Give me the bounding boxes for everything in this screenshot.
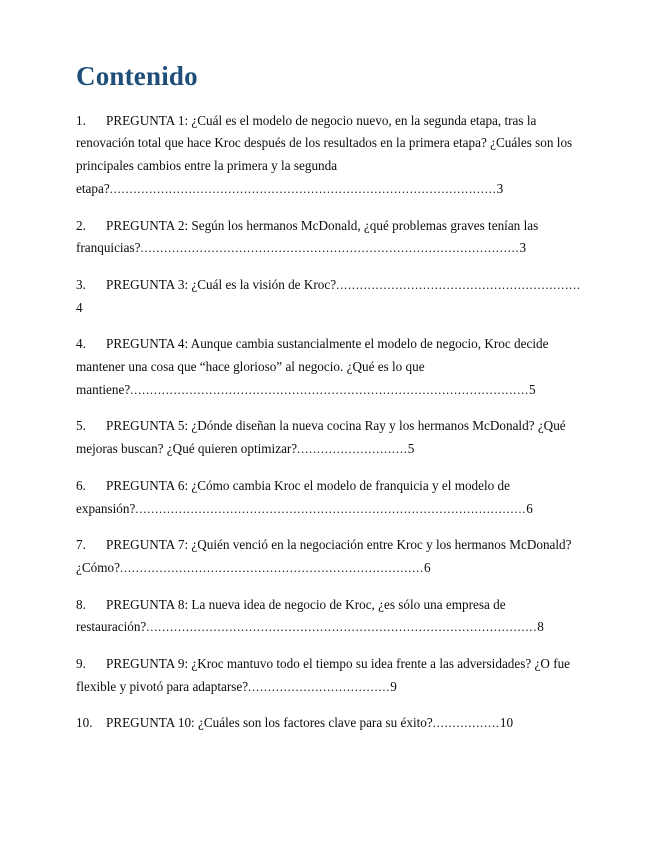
toc-entry[interactable] (76, 594, 583, 639)
toc-entry-number: 8. (76, 596, 86, 612)
toc-entry-page: 8 (537, 619, 544, 635)
toc-entry[interactable] (76, 215, 583, 260)
toc-entry-page: 6 (423, 559, 431, 575)
toc-entry-page: 4 (76, 299, 83, 315)
toc-leader-dots: ............................................................................. (119, 560, 424, 575)
toc-entry-text: PREGUNTA 6: ¿Cómo cambia Kroc el modelo de franquicia y el modelo de expansión? (76, 477, 510, 516)
toc-entry[interactable] (76, 712, 583, 735)
toc-entry-page: 3 (496, 180, 504, 196)
toc-entry-text: PREGUNTA 7: ¿Quién venció en la negociación entre Kroc y los hermanos McDonald? ¿Cómo? (76, 537, 572, 575)
toc-entry-text: PREGUNTA 9: ¿Kroc mantuvo todo el tiempo su idea frente a las adversidades? ¿O fue flexible y pivotó para adaptarse? (76, 656, 571, 694)
toc-entry-text: PREGUNTA 3: ¿Cuál es la visión de Kroc? (106, 276, 337, 292)
toc-entry-text: PREGUNTA 5: ¿Dónde diseñan la nueva cocina Ray y los hermanos McDonald? ¿Qué mejoras buscan? ¿Qué quieren optimizar? (76, 418, 566, 457)
toc-entry-number: 4. (76, 336, 86, 352)
toc-entry[interactable] (76, 415, 583, 460)
table-of-contents (76, 110, 583, 735)
toc-entry[interactable] (76, 475, 583, 520)
toc-entry-text: PREGUNTA 8: La nueva idea de negocio de Kroc, ¿es sólo una empresa de restauración? (76, 596, 506, 635)
toc-leader-dots: .............................................................. (336, 277, 581, 292)
toc-entry-page: 5 (528, 381, 536, 397)
toc-entry-page: 10 (499, 715, 514, 731)
toc-leader-dots: .................................................................................................. (109, 181, 497, 196)
toc-entry-text: PREGUNTA 4: Aunque cambia sustancialmente el modelo de negocio, Kroc decide mantener una cosa que “hace glorioso” al negocio. ¿Qué es lo que mantiene? (76, 336, 549, 397)
toc-entry-text: PREGUNTA 2: Según los hermanos McDonald, ¿qué problemas graves tenían las franquicias? (76, 217, 539, 256)
toc-entry[interactable] (76, 110, 583, 201)
toc-entry-page: 3 (519, 240, 527, 256)
toc-entry[interactable] (76, 653, 583, 698)
toc-entry[interactable] (76, 274, 583, 319)
toc-entry[interactable] (76, 534, 583, 579)
toc-leader-dots: ................................................................................................... (146, 620, 538, 635)
toc-entry-number: 6. (76, 477, 86, 493)
toc-leader-dots: ............................ (297, 442, 408, 457)
page-title: Contenido (76, 61, 198, 91)
toc-leader-dots: ................. (432, 716, 500, 731)
toc-entry-number: 3. (76, 276, 86, 292)
toc-entry-page: 9 (390, 678, 397, 694)
toc-leader-dots: ................................................................................................ (140, 241, 520, 256)
toc-leader-dots: .................................... (248, 679, 391, 694)
toc-entry-text: PREGUNTA 10: ¿Cuáles son los factores clave para su éxito? (106, 715, 433, 731)
toc-entry-page: 6 (526, 500, 533, 516)
toc-entry-text: PREGUNTA 1: ¿Cuál es el modelo de negocio nuevo, en la segunda etapa, tras la renovación total que hace Kroc después de los resultados en la primera etapa? ¿Cuáles son los principales cambios entre la primera y la segunda etapa? (76, 112, 573, 196)
toc-entry-number: 5. (76, 418, 86, 434)
toc-entry[interactable] (76, 333, 583, 401)
toc-leader-dots: ................................................................................................... (135, 501, 527, 516)
toc-entry-number: 9. (76, 656, 86, 672)
toc-entry-number: 1. (76, 112, 86, 128)
toc-entry-page: 5 (407, 441, 415, 457)
toc-entry-number: 7. (76, 537, 86, 553)
toc-entry-number: 2. (76, 217, 86, 233)
toc-leader-dots: ..................................................................................................... (130, 382, 529, 397)
toc-entry-number: 10. (76, 715, 93, 731)
